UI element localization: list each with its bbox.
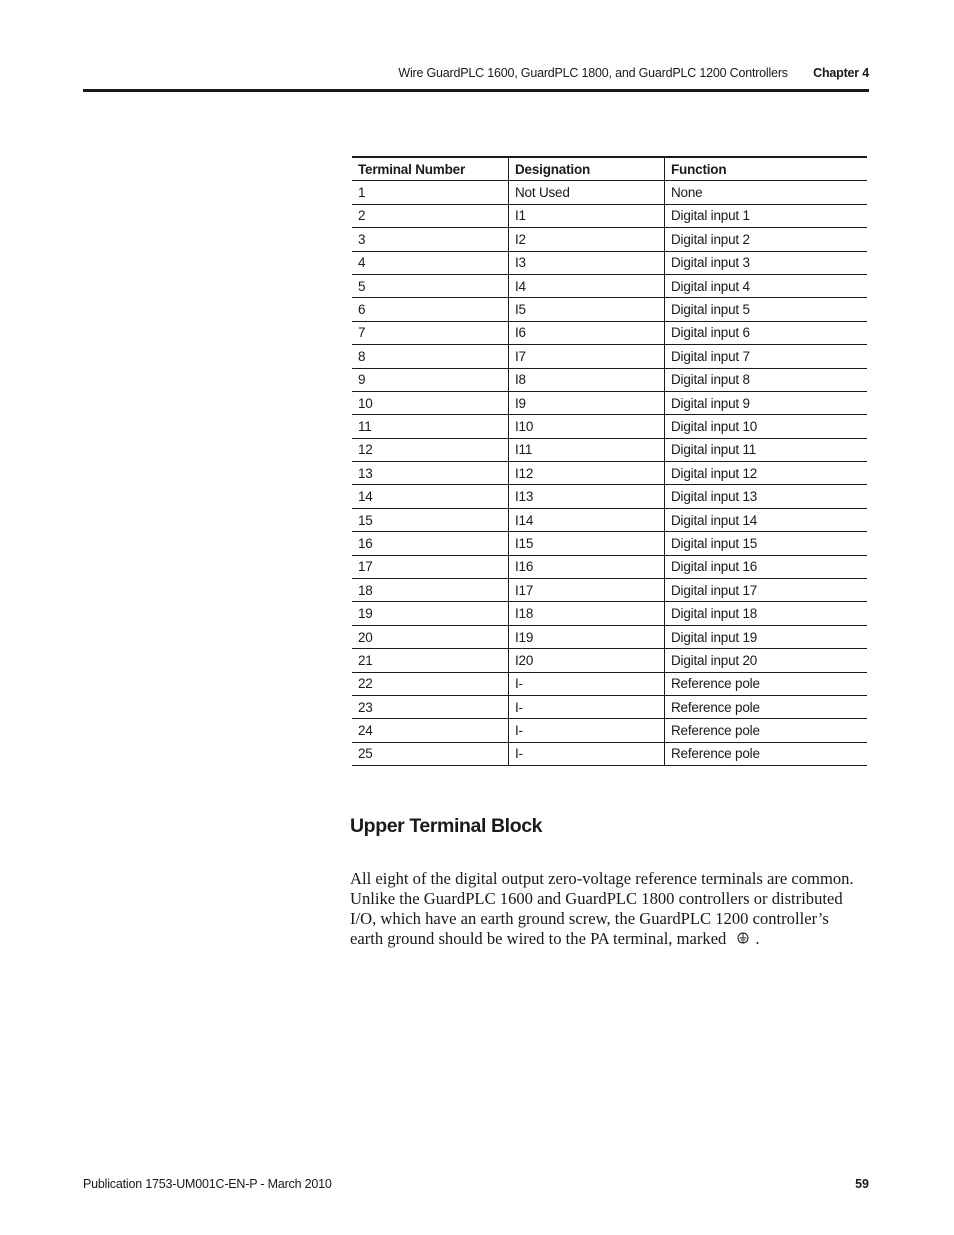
table-row xyxy=(352,415,867,438)
function-cell: Digital input 6 xyxy=(665,321,868,344)
terminal-number-cell: 5 xyxy=(352,274,509,297)
terminal-table xyxy=(352,156,867,766)
table-body xyxy=(352,181,867,766)
header-rule xyxy=(83,89,869,92)
designation-cell: I17 xyxy=(509,579,665,602)
terminal-number-cell: 8 xyxy=(352,345,509,368)
designation-cell: I1 xyxy=(509,204,665,227)
function-cell: Digital input 10 xyxy=(665,415,868,438)
terminal-number-cell: 6 xyxy=(352,298,509,321)
function-cell: Digital input 17 xyxy=(665,579,868,602)
terminal-number-cell: 1 xyxy=(352,181,509,204)
table-row xyxy=(352,695,867,718)
function-cell: None xyxy=(665,181,868,204)
table-row xyxy=(352,181,867,204)
terminal-number-cell: 4 xyxy=(352,251,509,274)
table-row xyxy=(352,742,867,765)
function-cell: Digital input 20 xyxy=(665,649,868,672)
designation-cell: Not Used xyxy=(509,181,665,204)
table-row xyxy=(352,298,867,321)
designation-cell: I3 xyxy=(509,251,665,274)
section-paragraph xyxy=(350,869,865,949)
designation-cell: I14 xyxy=(509,508,665,531)
table-row xyxy=(352,274,867,297)
table-header xyxy=(352,157,867,181)
table-header-row xyxy=(352,157,867,181)
terminal-number-cell: 23 xyxy=(352,695,509,718)
designation-cell: I13 xyxy=(509,485,665,508)
terminal-number-cell: 2 xyxy=(352,204,509,227)
function-cell: Digital input 8 xyxy=(665,368,868,391)
table-row xyxy=(352,649,867,672)
table-row xyxy=(352,368,867,391)
terminal-number-cell: 7 xyxy=(352,321,509,344)
designation-cell: I2 xyxy=(509,228,665,251)
designation-cell: I11 xyxy=(509,438,665,461)
function-cell: Digital input 5 xyxy=(665,298,868,321)
function-cell: Digital input 7 xyxy=(665,345,868,368)
designation-cell: I6 xyxy=(509,321,665,344)
column-header-designation: Designation xyxy=(509,157,665,181)
table-row xyxy=(352,345,867,368)
column-header-function: Function xyxy=(665,157,868,181)
table-row xyxy=(352,625,867,648)
terminal-number-cell: 16 xyxy=(352,532,509,555)
table-row xyxy=(352,251,867,274)
terminal-number-cell: 18 xyxy=(352,579,509,602)
table-row xyxy=(352,555,867,578)
designation-cell: I9 xyxy=(509,391,665,414)
function-cell: Reference pole xyxy=(665,672,868,695)
function-cell: Digital input 4 xyxy=(665,274,868,297)
designation-cell: I4 xyxy=(509,274,665,297)
function-cell: Reference pole xyxy=(665,742,868,765)
function-cell: Digital input 15 xyxy=(665,532,868,555)
terminal-number-cell: 3 xyxy=(352,228,509,251)
section-heading: Upper Terminal Block xyxy=(350,815,543,837)
designation-cell: I20 xyxy=(509,649,665,672)
column-header-terminal-number: Terminal Number xyxy=(352,157,509,181)
designation-cell: I- xyxy=(509,742,665,765)
table-row xyxy=(352,508,867,531)
function-cell: Reference pole xyxy=(665,695,868,718)
terminal-number-cell: 21 xyxy=(352,649,509,672)
function-cell: Digital input 2 xyxy=(665,228,868,251)
paragraph-end: . xyxy=(755,929,760,948)
terminal-number-cell: 10 xyxy=(352,391,509,414)
terminal-number-cell: 19 xyxy=(352,602,509,625)
function-cell: Digital input 1 xyxy=(665,204,868,227)
terminal-number-cell: 13 xyxy=(352,462,509,485)
designation-cell: I12 xyxy=(509,462,665,485)
terminal-number-cell: 17 xyxy=(352,555,509,578)
table-row xyxy=(352,204,867,227)
table-row xyxy=(352,719,867,742)
designation-cell: I10 xyxy=(509,415,665,438)
function-cell: Digital input 16 xyxy=(665,555,868,578)
terminal-number-cell: 14 xyxy=(352,485,509,508)
designation-cell: I15 xyxy=(509,532,665,555)
designation-cell: I7 xyxy=(509,345,665,368)
designation-cell: I19 xyxy=(509,625,665,648)
table-row xyxy=(352,462,867,485)
designation-cell: I8 xyxy=(509,368,665,391)
function-cell: Digital input 19 xyxy=(665,625,868,648)
header-title: Wire GuardPLC 1600, GuardPLC 1800, and GuardPLC 1200 Controllers xyxy=(398,66,788,80)
designation-cell: I- xyxy=(509,672,665,695)
terminal-number-cell: 20 xyxy=(352,625,509,648)
page-number: 59 xyxy=(855,1177,869,1191)
table-row xyxy=(352,602,867,625)
function-cell: Reference pole xyxy=(665,719,868,742)
table-row xyxy=(352,321,867,344)
terminal-number-cell: 12 xyxy=(352,438,509,461)
function-cell: Digital input 9 xyxy=(665,391,868,414)
function-cell: Digital input 11 xyxy=(665,438,868,461)
function-cell: Digital input 3 xyxy=(665,251,868,274)
running-header xyxy=(398,66,869,80)
terminal-number-cell: 24 xyxy=(352,719,509,742)
function-cell: Digital input 14 xyxy=(665,508,868,531)
designation-cell: I- xyxy=(509,695,665,718)
function-cell: Digital input 13 xyxy=(665,485,868,508)
function-cell: Digital input 18 xyxy=(665,602,868,625)
table-row xyxy=(352,391,867,414)
table-row xyxy=(352,485,867,508)
terminal-number-cell: 15 xyxy=(352,508,509,531)
table-row xyxy=(352,228,867,251)
chapter-label: Chapter 4 xyxy=(813,66,869,80)
table-row xyxy=(352,672,867,695)
terminal-number-cell: 11 xyxy=(352,415,509,438)
function-cell: Digital input 12 xyxy=(665,462,868,485)
terminal-number-cell: 22 xyxy=(352,672,509,695)
designation-cell: I16 xyxy=(509,555,665,578)
paragraph-text: All eight of the digital output zero-voltage reference terminals are common. Unlike the GuardPLC 1600 and GuardPLC 1800 controllers or distributed I/O, which have an earth ground screw, the GuardPLC 1200 controller’s earth ground should be wired to the PA terminal, marked xyxy=(350,869,854,948)
footer-publication: Publication 1753-UM001C-EN-P - March 2010 xyxy=(83,1177,332,1191)
designation-cell: I18 xyxy=(509,602,665,625)
earth-ground-icon-graphic xyxy=(736,932,750,946)
designation-cell: I- xyxy=(509,719,665,742)
terminal-number-cell: 9 xyxy=(352,368,509,391)
terminal-number-cell: 25 xyxy=(352,742,509,765)
earth-ground-icon xyxy=(736,931,750,945)
designation-cell: I5 xyxy=(509,298,665,321)
table-row xyxy=(352,438,867,461)
table-row xyxy=(352,532,867,555)
table-row xyxy=(352,579,867,602)
